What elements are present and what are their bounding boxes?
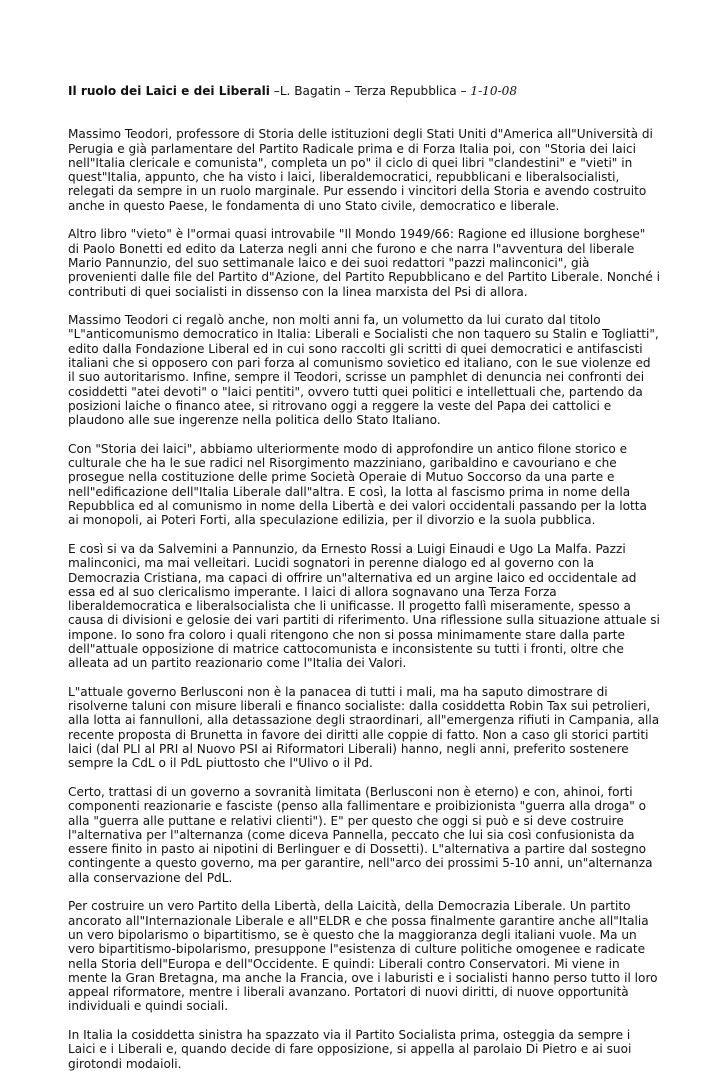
paragraph-1: Massimo Teodori, professore di Storia delle istituzioni degli Stati Uniti d"America all"Università di Perugia e già parlamentare del Partito Radicale prima e di Forza Italia poi, con "Storia dei laici nell"Italia clericale e comunista", completa un po" il ciclo di quei libri "clandestini" e "vieti" in quest"Italia, appunto, che ha visto i laici, liberaldemocratici, repubblicani e liberalsocialisti, relegati da sempre in un ruolo marginale. Pur essendo i vincitori della Storia e avendo costruito anche in questo Paese, le fondamenta di uno Stato civile, democratico e liberale.	[68, 127, 653, 213]
article-byline: –L. Bagatin – Terza Repubblica –	[269, 84, 471, 98]
paragraph-6: L"attuale governo Berlusconi non è la panacea di tutti i mali, ma ha saputo dimostrare di risolverne taluni con misure liberali e financo socialiste: dalla cosiddetta Robin Tax sui petrolieri, alla lotta ai fannulloni, alla detassazione degli straordinari, all"emergenza rifiuti in Campania, alla recente proposta di Brunetta in favore dei diritti alle coppie di fatto. Non a caso gli storici partiti laici (dal PLI al PRI al Nuovo PSI ai Riformatori Liberali) hanno, negli anni, preferito sostenere sempre la CdL o il PdL piuttosto che l"Ulivo o il Pd.	[68, 684, 660, 771]
paragraph-3: Massimo Teodori ci regalò anche, non molti anni fa, un volumetto da lui curato dal titolo "L"anticomunismo democratico in Italia: Liberali e Socialisti che non taquero su Stalin e Togliatti", edito dalla Fondazione Liberal ed in cui sono raccolti gli scritti di quei democratici e antifascisti italiani che si opposero con pari forza al comunismo sovietico ed italiano, con le sue violenze ed il suo autoritarismo. Infine, sempre il Teodori, scrisse un pamphlet di denuncia nei confronti dei cosiddetti "atei devoti" o "laici pentiti", ovvero tutti quei politici e intellettuali che, partendo da posizioni laiche o financo atee, si ritrovano oggi a reggere la veste del Papa dei cattolici e plaudono alle sue ingerenze nella politica dello Stato Italiano.	[68, 313, 659, 428]
article-title: Il ruolo dei Laici e dei Liberali	[68, 84, 270, 98]
paragraph-7: Certo, trattasi di un governo a sovranità limitata (Berlusconi non è eterno) e con, ahinoi, forti componenti reazionarie e fasciste (penso alla fallimentare e proibizionista "guerra alla droga" o alla "guerra alle puttane e relativi clienti"). E" per questo che oggi si può e si deve costruire l"alternativa per l"alternanza (come diceva Pannella, peccato che lui sia così confusionista da essere finito in pasto ai nipotini di Berlinguer e di Dossetti). L"alternativa a partire dal sostegno contingente a questo governo, ma per garantire, nell"arco dei prossimi 5-10 anni, un"alternanza alla conservazione del PdL.	[68, 784, 653, 885]
paragraph-4: Con "Storia dei laici", abbiamo ulteriormente modo di approfondire un antico filone storico e culturale che ha le sue radici nel Risorgimento mazziniano, garibaldino e cavouriano e che prosegue nella costituzione delle prime Società Operaie di Mutuo Soccorso da una parte e nell"edificazione dell"Italia Liberale dall"altra. E così, la lotta al fascismo prima in nome della Repubblica ed al comunismo in nome della Libertà e dei valori occidentali passando per la lotta ai monopoli, ai Poteri Forti, alla speculazione edilizia, per il divorzio e la suola pubblica.	[68, 441, 647, 528]
article-header	[68, 84, 660, 98]
document-page	[68, 84, 660, 1085]
article-date: 1-10-08	[470, 84, 518, 98]
paragraph-5: E così si va da Salvemini a Pannunzio, da Ernesto Rossi a Luigi Einaudi e Ugo La Malfa. Pazzi malinconici, ma mai velleitari. Lucidi sognatori in perenne dialogo ed al governo con la Democrazia Cristiana, ma capaci di offrire un"alternativa ed un argine laico ed occidentale ad essa ed al suo clericalismo imperante. I laici di allora sognavano una Terza Forza liberaldemocratica e liberalsocialista che li unificasse. Il progetto fallì miseramente, spesso a causa di divisioni e gelosie dei vari partiti di riferimento. Una riflessione sulla situazione attuale si impone. Io sono fra coloro i quali ritengono che non si possa minimamente stare dalla parte dell"attuale opposizione di matrice cattocomunista e inconsistente su tutti i fronti, oltre che alleata ad un partito reazionario come l"Italia dei Valori.	[68, 541, 660, 671]
paragraph-9: In Italia la cosiddetta sinistra ha spazzato via il Partito Socialista prima, osteggia da sempre i Laici e i Liberali e, quando decide di fare opposizione, si appella al parolaio Di Pietro e ai suoi girotondi modaioli.	[68, 1028, 632, 1071]
paragraph-2: Altro libro "vieto" è l"ormai quasi introvabile "Il Mondo 1949/66: Ragione ed illusione borghese" di Paolo Bonetti ed edito da Laterza negli anni che furono e che narra l"avventura del liberale Mario Pannunzio, del suo settimanale laico e dei suoi redattori "pazzi malinconici", già provenienti dalle file del Partito d"Azione, del Partito Repubblicano e del Partito Liberale. Nonché i contributi di quei socialisti in dissenso con la linea marxista del Psi di allora.	[68, 227, 660, 299]
paragraph-8: Per costruire un vero Partito della Libertà, della Laicità, della Democrazia Liberale. Un partito ancorato all"Internazionale Liberale e all"ELDR e che possa finalmente garantire anche all"Italia un vero bipolarismo o bipartitismo, se è questo che la maggioranza degli italiani vuole. Ma un vero bipartitismo-bipolarismo, presuppone l"esistenza di culture politiche omogenee e radicate nella Storia dell"Europa e dell"Occidente. E quindi: Liberali contro Conservatori. Mi viene in mente la Gran Bretagna, ma anche la Francia, ove i laburisti e i socialisti hanno perso tutto il loro appeal riformatore, mentre i liberali avanzano. Portatori di nuovi diritti, di nuove opportunità individuali e quindi sociali.	[68, 899, 658, 1014]
